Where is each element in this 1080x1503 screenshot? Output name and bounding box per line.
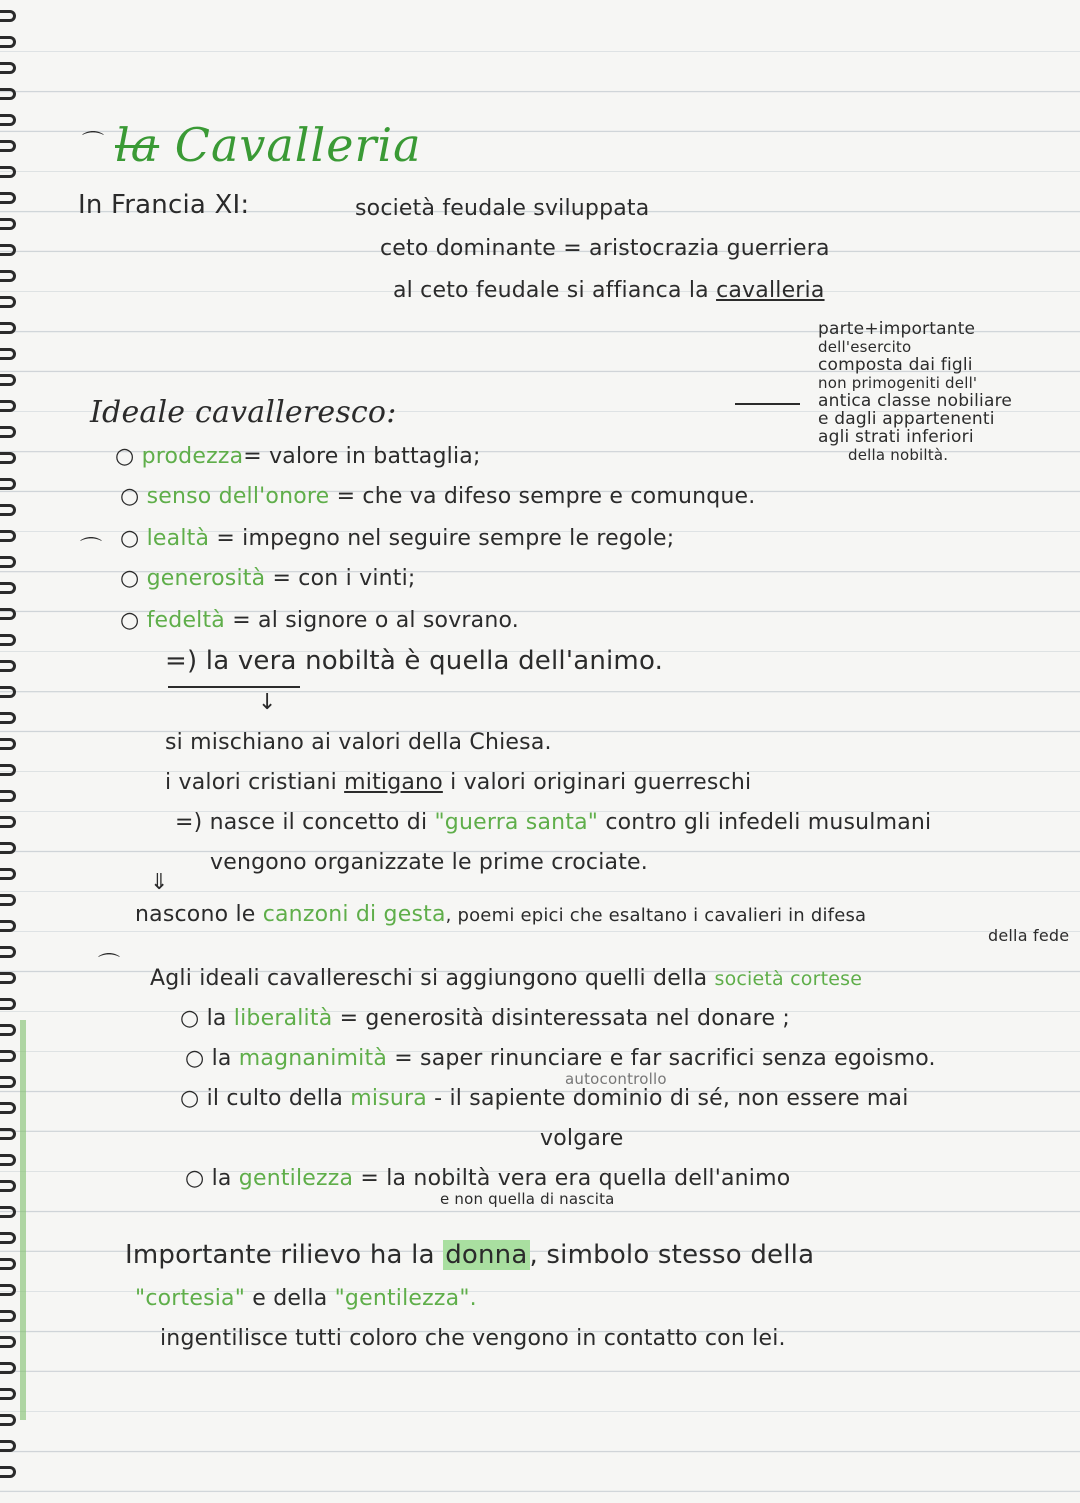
- cortese-item-1: ○ la liberalità = generosità disinteressata nel donare ;: [180, 1006, 790, 1031]
- spiral-ring: [0, 920, 16, 932]
- spiral-ring: [0, 400, 16, 412]
- divider-line: [168, 686, 300, 688]
- intro-line-3: al ceto feudale si affianca la cavalleria: [393, 278, 825, 303]
- spiral-ring: [0, 1258, 16, 1270]
- spiral-ring: [0, 1128, 16, 1140]
- spiral-ring: [0, 608, 16, 620]
- canzoni-line: nascono le canzoni di gesta, poemi epici che esaltano i cavalieri in difesa: [135, 902, 867, 927]
- down-arrow-icon: ↓: [258, 690, 277, 715]
- spiral-ring: [0, 764, 16, 776]
- spiral-ring: [0, 530, 16, 542]
- spiral-ring: [0, 1024, 16, 1036]
- intro-line-2: ceto dominante = aristocrazia guerriera: [380, 236, 830, 261]
- ideale-item-1: ○ prodezza= valore in battaglia;: [115, 444, 481, 469]
- spiral-ring: [0, 10, 16, 22]
- side-note: parte+importante dell'esercito composta dai figli non primogeniti dell' antica classe nobiliare e dagli appartenenti agli strati inferiori della nobiltà.: [818, 319, 1013, 464]
- spiral-ring: [0, 1232, 16, 1244]
- margin-mark: ⌒: [82, 131, 105, 156]
- spiral-ring: [0, 1050, 16, 1062]
- gentilezza-cont: e non quella di nascita: [440, 1190, 615, 1208]
- canzoni-line-cont: della fede: [988, 926, 1070, 945]
- page-edge-tint: [20, 1020, 26, 1420]
- spiral-ring: [0, 1362, 16, 1374]
- spiral-ring: [0, 686, 16, 698]
- spiral-ring: [0, 946, 16, 958]
- arrow-line: [735, 403, 800, 405]
- chiesa-line-2: i valori cristiani mitigano i valori originari guerreschi: [165, 770, 752, 795]
- cortese-item-3: ○ il culto della misura - il sapiente dominio di sé, non essere mai: [180, 1086, 909, 1111]
- spiral-ring: [0, 114, 16, 126]
- spiral-ring: [0, 894, 16, 906]
- spiral-ring: [0, 1154, 16, 1166]
- spiral-ring: [0, 1180, 16, 1192]
- donna-line-1: Importante rilievo ha la donna, simbolo stesso della: [125, 1240, 815, 1270]
- page-title: [115, 118, 422, 172]
- spiral-ring: [0, 504, 16, 516]
- cavalleria-term: cavalleria: [716, 278, 825, 303]
- spiral-ring: [0, 998, 16, 1010]
- chiesa-line-3: =) nasce il concetto di "guerra santa" contro gli infedeli musulmani: [175, 810, 932, 835]
- spiral-ring: [0, 1102, 16, 1114]
- spiral-ring: [0, 1466, 16, 1478]
- spiral-ring: [0, 556, 16, 568]
- spiral-ring: [0, 738, 16, 750]
- donna-line-2: "cortesia" e della "gentilezza".: [135, 1286, 477, 1311]
- spiral-ring: [0, 374, 16, 386]
- title-word: Cavalleria: [174, 118, 422, 172]
- spiral-ring: [0, 1388, 16, 1400]
- spiral-ring: [0, 270, 16, 282]
- spiral-ring: [0, 634, 16, 646]
- spiral-ring: [0, 244, 16, 256]
- margin-mark: ⌒: [80, 537, 103, 562]
- spiral-ring: [0, 452, 16, 464]
- spiral-ring: [0, 1414, 16, 1426]
- chiesa-line-1: si mischiano ai valori della Chiesa.: [165, 730, 552, 755]
- chiesa-line-4: vengono organizzate le prime crociate.: [210, 850, 648, 875]
- ideale-conclusion: =) la vera nobiltà è quella dell'animo.: [165, 646, 664, 676]
- spiral-ring: [0, 218, 16, 230]
- misura-cont: volgare: [540, 1126, 624, 1151]
- ideale-heading: Ideale cavalleresco:: [90, 395, 397, 430]
- intro-heading: In Francia XI:: [78, 190, 250, 220]
- ideale-item-5: ○ fedeltà = al signore o al sovrano.: [120, 608, 519, 633]
- spiral-ring: [0, 712, 16, 724]
- spiral-ring: [0, 1336, 16, 1348]
- title-prefix: la: [115, 118, 160, 172]
- spiral-ring: [0, 88, 16, 100]
- spiral-ring: [0, 1440, 16, 1452]
- ideale-item-4: ○ generosità = con i vinti;: [120, 566, 416, 591]
- cortese-item-2: ○ la magnanimità = saper rinunciare e far sacrifici senza egoismo.: [185, 1046, 936, 1071]
- ideale-item-3: ○ lealtà = impegno nel seguire sempre le regole;: [120, 526, 674, 551]
- spiral-ring: [0, 582, 16, 594]
- double-down-arrow-icon: ⇓: [150, 870, 169, 895]
- spiral-ring: [0, 322, 16, 334]
- spiral-ring: [0, 1310, 16, 1322]
- spiral-ring: [0, 660, 16, 672]
- spiral-ring: [0, 972, 16, 984]
- misura-note: autocontrollo: [565, 1070, 667, 1088]
- spiral-ring: [0, 36, 16, 48]
- spiral-ring: [0, 1284, 16, 1296]
- spiral-ring: [0, 478, 16, 490]
- margin-mark: ⌒: [98, 953, 121, 978]
- donna-line-3: ingentilisce tutti coloro che vengono in contatto con lei.: [160, 1326, 786, 1351]
- spiral-ring: [0, 166, 16, 178]
- spiral-ring: [0, 348, 16, 360]
- spiral-ring: [0, 1206, 16, 1218]
- spiral-ring: [0, 790, 16, 802]
- spiral-ring: [0, 140, 16, 152]
- spiral-ring: [0, 842, 16, 854]
- spiral-ring: [0, 816, 16, 828]
- spiral-ring: [0, 868, 16, 880]
- cortese-item-4: ○ la gentilezza = la nobiltà vera era quella dell'animo: [185, 1166, 790, 1191]
- spiral-ring: [0, 426, 16, 438]
- spiral-ring: [0, 62, 16, 74]
- ideale-item-2: ○ senso dell'onore = che va difeso sempre e comunque.: [120, 484, 755, 509]
- spiral-ring: [0, 296, 16, 308]
- cortese-intro: Agli ideali cavallereschi si aggiungono quelli della società cortese: [150, 966, 863, 991]
- spiral-ring: [0, 1076, 16, 1088]
- spiral-ring: [0, 192, 16, 204]
- intro-line-1: società feudale sviluppata: [355, 196, 650, 221]
